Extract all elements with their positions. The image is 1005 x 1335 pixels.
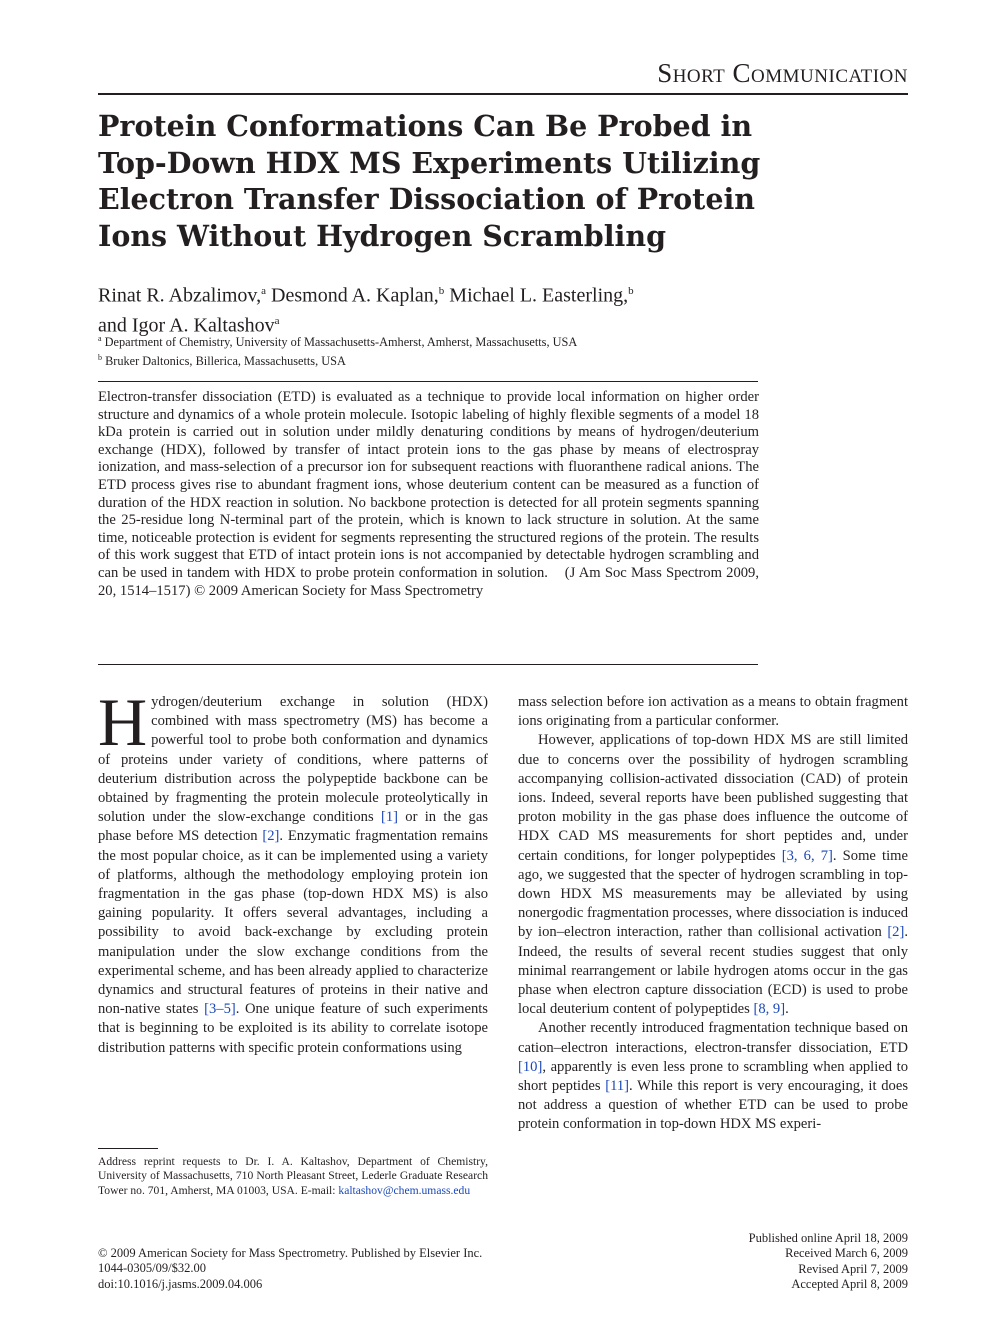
body-text: However, applications of top-down HDX MS are still limited due to concerns over the possibility of hydrogen scrambling accompanying collision-activated dissociation (CAD) of protein ions. Indeed, several reports have been published suggesting that proton mobility in the gas phase does influence the outcome of HDX CAD MS measurements for short peptides and, under certain conditions, for longer polypeptides bbox=[518, 732, 908, 864]
abstract-bottom-rule bbox=[98, 664, 758, 665]
author-affil-mark: b bbox=[628, 285, 634, 297]
correspondence-footnote bbox=[98, 1155, 488, 1198]
body-text: Another recently introduced fragmentation technique based on cation–electron interactions, electron-transfer dissociation, ETD bbox=[518, 1020, 908, 1056]
section-label: Short Communication bbox=[657, 58, 908, 88]
author-name: Michael L. Easterling, bbox=[449, 284, 629, 307]
author-name: and Igor A. Kaltashov bbox=[98, 314, 275, 337]
reference-link[interactable]: [3, 6, 7] bbox=[781, 847, 833, 864]
published-date: Published online April 18, 2009 bbox=[748, 1231, 908, 1245]
affiliations bbox=[98, 331, 798, 369]
author-list bbox=[98, 279, 798, 338]
reference-link[interactable]: [8, 9] bbox=[753, 1001, 786, 1018]
article-title: Protein Conformations Can Be Probed in Top-Down HDX MS Experiments Utilizing Electron Transfer Dissociation of Protein Ions Without Hydrogen Scrambling bbox=[98, 109, 761, 253]
body-paragraph bbox=[518, 1019, 908, 1134]
body-text: , apparently is even less prone to scrambling when applied to short peptides bbox=[518, 1058, 908, 1095]
copyright-line: © 2009 American Society for Mass Spectrometry. Published by Elsevier Inc. bbox=[98, 1246, 483, 1260]
body-column-right bbox=[518, 693, 908, 1135]
body-text: . One unique feature of such experiments that is beginning to be exploited is its ability to correlate isotope distribution patterns with specific protein conformations using bbox=[98, 1001, 488, 1056]
header-rule bbox=[98, 93, 908, 95]
abstract bbox=[98, 389, 759, 600]
reference-link[interactable]: [10] bbox=[518, 1058, 543, 1075]
body-text: . While this report is very encouraging, it does not address a question of whether ETD can be used to probe protein conformation in top-down HDX MS experi- bbox=[518, 1078, 908, 1133]
body-text: . Some time ago, we suggested that the specter of hydrogen scrambling in top-down HDX MS measurements may be alleviated by using nonergodic fragmentation processes, where dissociation is induced by ion–electron interaction, rather than collisional activation bbox=[518, 847, 909, 941]
body-paragraph: mass selection before ion activation as a means to obtain fragment ions originating from a particular conformer. bbox=[518, 694, 908, 730]
accepted-date: Accepted April 8, 2009 bbox=[791, 1277, 908, 1292]
affiliation-text: Department of Chemistry, University of Massachusetts-Amherst, Amherst, Massachusetts, USA bbox=[104, 335, 578, 350]
abstract-citation: (J Am Soc Mass Spectrom 2009, 20, 1514–1517) © 2009 American Society for Mass Spectrometry bbox=[98, 564, 760, 599]
drop-cap: H bbox=[98, 684, 148, 760]
body-text: . Enzymatic fragmentation remains the most popular choice, as it can be implemented using a variety of platforms, although the methodology employing protein ion fragmentation in the gas phase (top-down HDX MS) is also gaining popularity. It offers several advantages, including a possibility to avoid back-exchange by excluding protein manipulation under the slow exchange conditions from the experimental scheme, and has been already applied to characterize dynamics and structural features of proteins in their native and non-native states bbox=[98, 828, 489, 1018]
email-link[interactable]: kaltashov@chem.umass.edu bbox=[338, 1183, 471, 1197]
affiliation-item bbox=[98, 350, 798, 369]
author-name: Rinat R. Abzalimov, bbox=[98, 284, 262, 307]
abstract-top-rule bbox=[98, 381, 758, 382]
body-paragraph bbox=[98, 684, 489, 1058]
body-text: . bbox=[785, 1001, 789, 1018]
footer-copyright bbox=[98, 1246, 482, 1292]
affiliation-text: Bruker Daltonics, Billerica, Massachusetts, USA bbox=[105, 354, 346, 369]
issn-line: 1044-0305/09/$32.00 bbox=[98, 1261, 206, 1276]
author-name: Desmond A. Kaplan, bbox=[271, 284, 439, 307]
revised-date: Revised April 7, 2009 bbox=[798, 1261, 908, 1276]
footnote-rule bbox=[98, 1148, 158, 1149]
reference-link[interactable]: [1] bbox=[380, 809, 398, 826]
footer-dates bbox=[749, 1231, 908, 1293]
author-affil-mark: a bbox=[274, 314, 280, 327]
affiliation-item bbox=[98, 331, 798, 350]
author-affil-mark: b bbox=[438, 285, 445, 297]
reference-link[interactable]: [11] bbox=[605, 1078, 630, 1095]
reference-link[interactable]: [3–5] bbox=[204, 1001, 236, 1018]
reference-link[interactable]: [2] bbox=[887, 924, 905, 941]
body-text: or in the gas phase before MS detection bbox=[98, 809, 488, 845]
body-text: ydrogen/deuterium exchange in solution (HDX) combined with mass spectrometry (MS) has become a powerful tool to probe both conformation and dynamics of proteins under variety of conditions, where patterns of deuterium distribution across the polypeptide backbone can be obtained by fragmenting the protein molecule proteolytically in solution under the slow-exchange conditions bbox=[98, 694, 488, 826]
footnote-text: Address reprint requests to Dr. I. A. Kaltashov, Department of Chemistry, University of Massachusetts, 710 North Pleasant Street, Lederle Graduate Research Tower no. 701, Amherst, MA 01003, USA. E-mail: bbox=[98, 1155, 488, 1197]
body-text: . Indeed, the results of several recent studies suggest that only minimal rearrangement or labile hydrogen atoms occur in the gas phase when electron capture dissociation (ECD) is used to probe local deuterium content of polypeptides bbox=[518, 924, 908, 1018]
author-affil-mark: a bbox=[261, 285, 267, 297]
affiliation-mark: a bbox=[98, 334, 102, 343]
doi-line: doi:10.1016/j.jasms.2009.04.006 bbox=[98, 1276, 263, 1291]
received-date: Received March 6, 2009 bbox=[785, 1246, 908, 1261]
body-column-left bbox=[98, 684, 489, 1058]
body-paragraph bbox=[518, 731, 908, 1019]
reference-link[interactable]: [2] bbox=[262, 828, 280, 845]
affiliation-mark: b bbox=[98, 353, 102, 363]
abstract-text: Electron-transfer dissociation (ETD) is evaluated as a technique to provide local information on higher order structure and dynamics of a whole protein molecule. Isotopic labeling of highly flexible segments of a model 18 kDa protein is carried out in solution under mildly denaturing conditions by means of hydrogen/deuterium exchange (HDX), followed by transfer of intact protein ions to the gas phase by means of electrospray ionization, and mass-selection of a precursor ion for subsequent reactions with fluoranthene radical anions. The ETD process gives rise to abundant fragment ions, whose deuterium content can be measured as a function of duration of the HDX reaction in solution. No backbone protection is detected for all protein segments spanning the 25-residue long N-terminal part of the protein, which is known to lack structure in solution. At the same time, noticeable protection is evident for segments representing the structured regions of the protein. The results of this work suggest that ETD of intact protein ions is not accompanied by detectable hydrogen scrambling and can be used in tandem with HDX to probe protein conformation in solution. bbox=[98, 389, 759, 581]
